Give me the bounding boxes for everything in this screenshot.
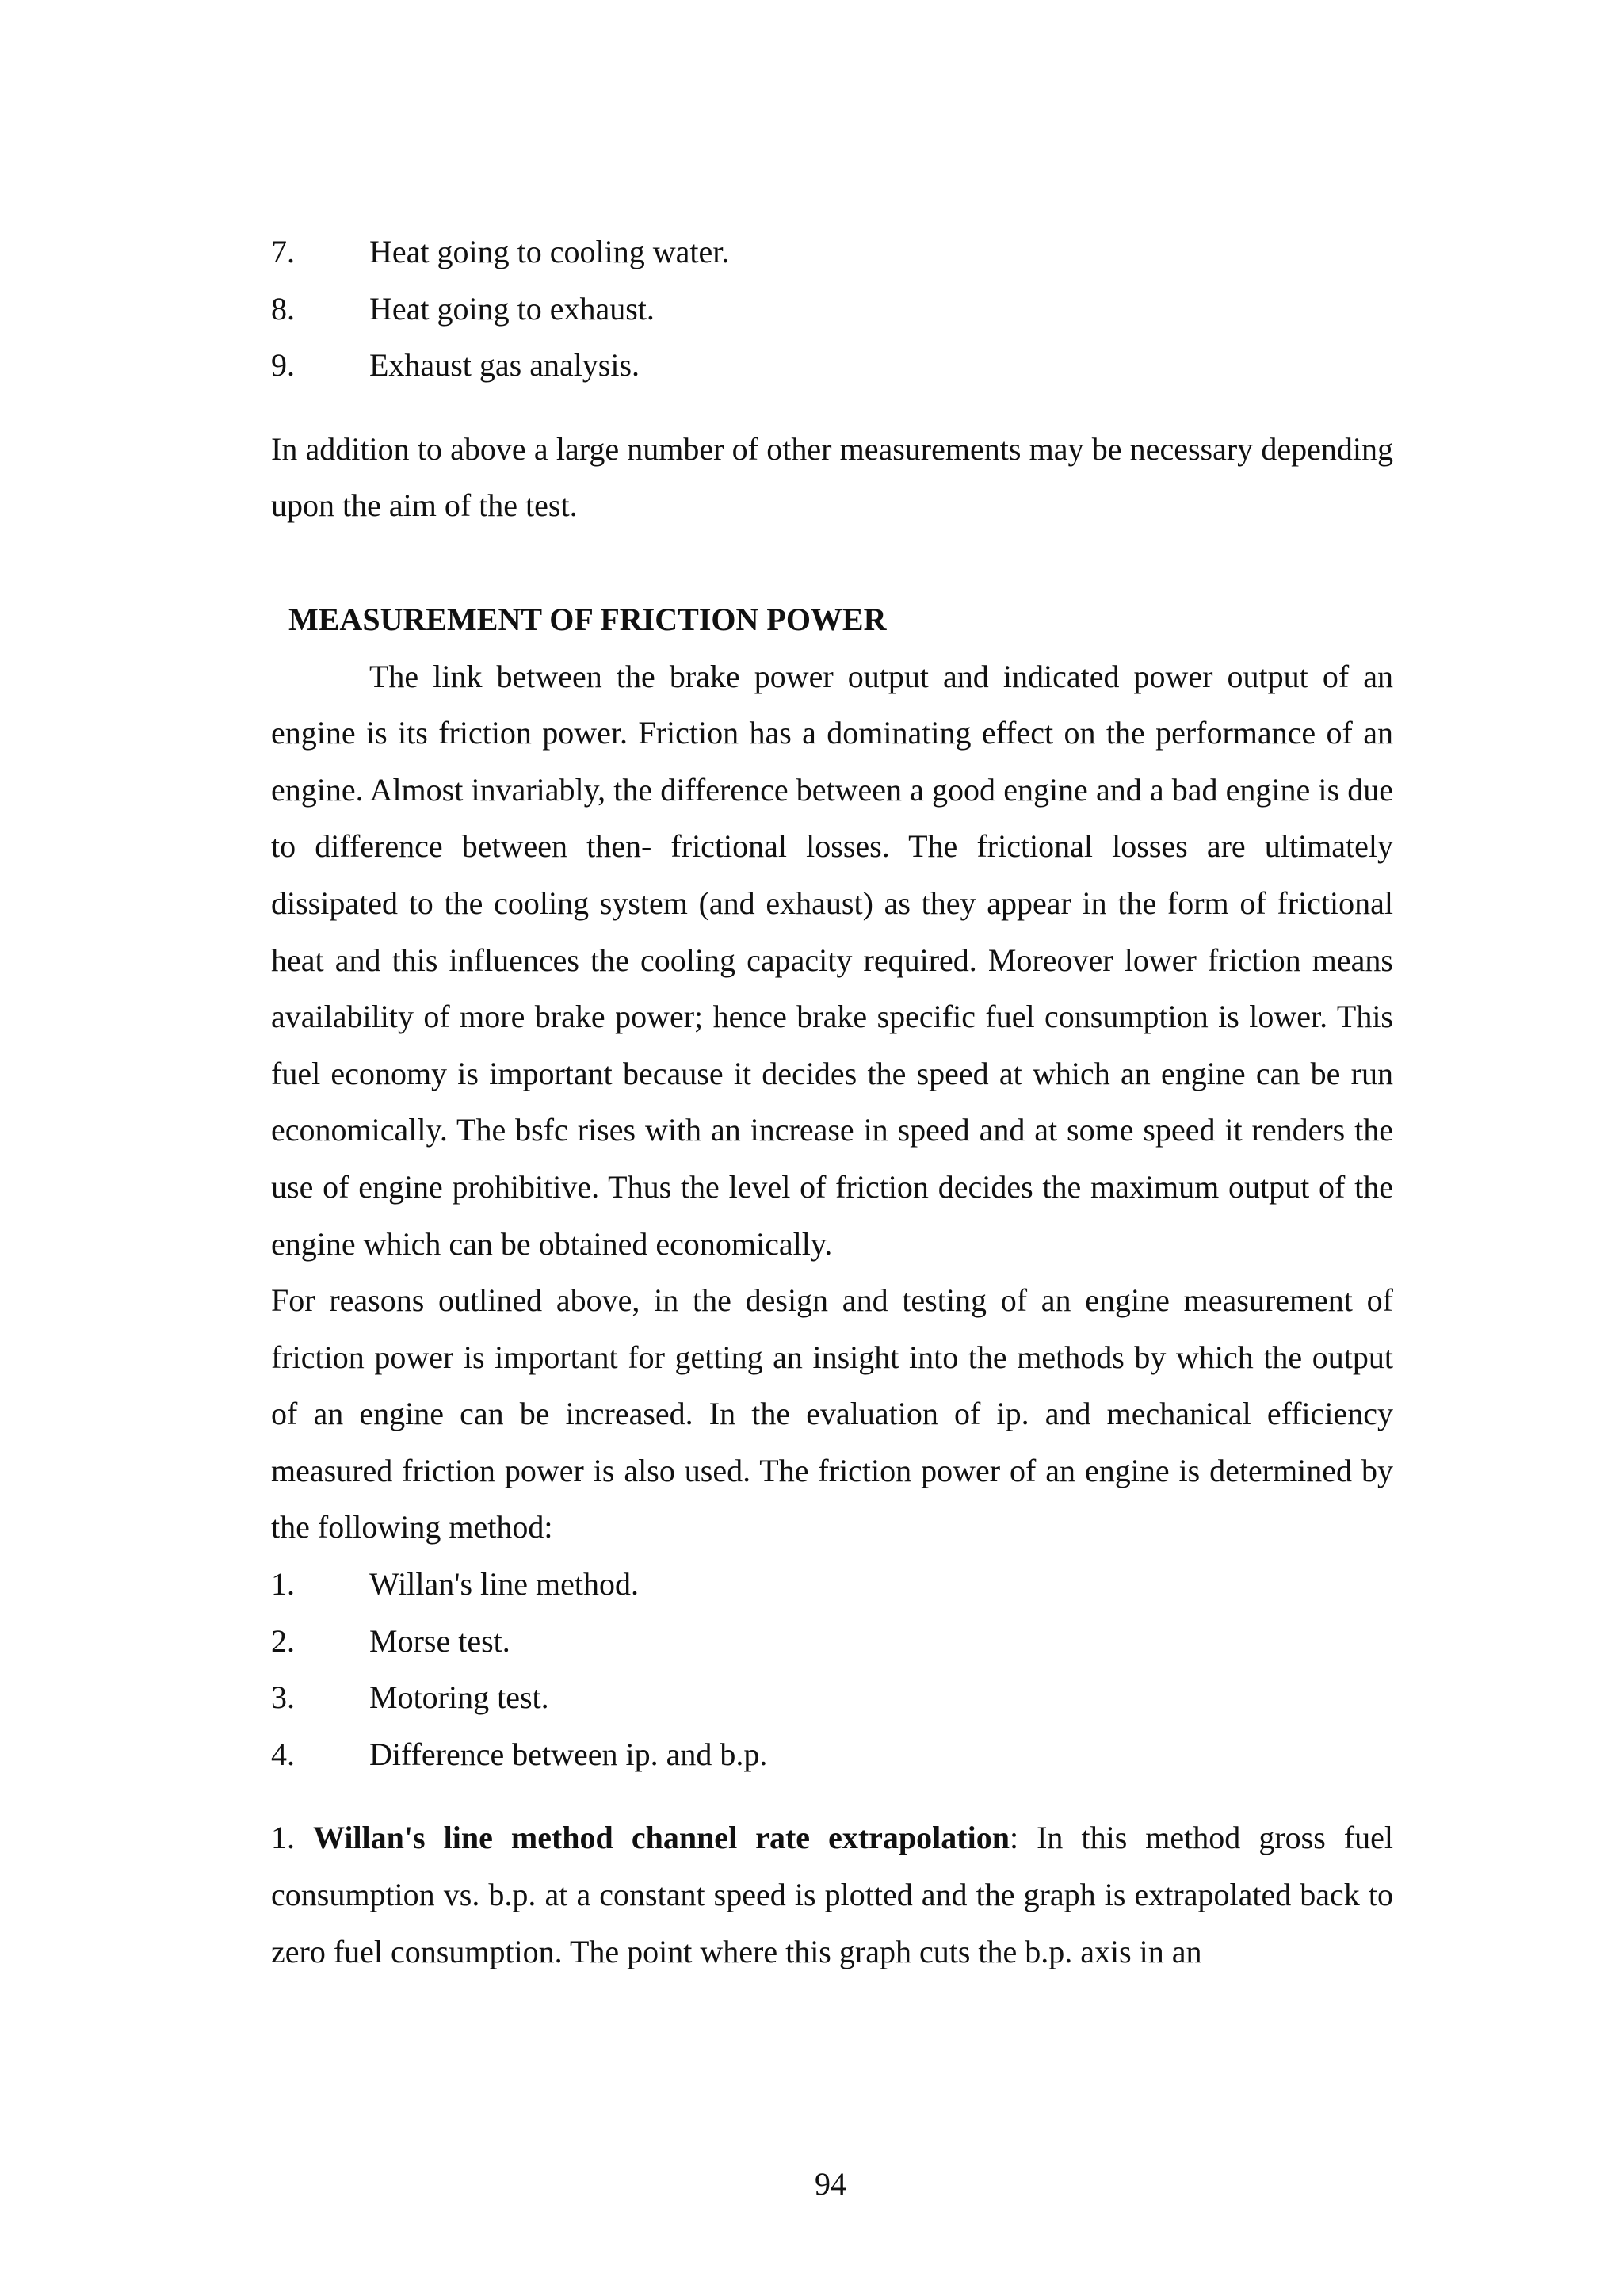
- list-item-number: 2.: [271, 1622, 295, 1659]
- list-item-number: 8.: [271, 290, 295, 327]
- willan-term: Willan's line method channel rate extrapolation: [313, 1820, 1010, 1856]
- section-heading: MEASUREMENT OF FRICTION POWER: [288, 601, 887, 637]
- spacer: [271, 394, 1393, 421]
- list-item: [271, 1669, 1393, 1726]
- list-item-text: Willan's line method.: [369, 1566, 639, 1603]
- page-content: [271, 223, 1393, 1980]
- list-item-text: Exhaust gas analysis.: [369, 347, 640, 384]
- page-number: 94: [815, 2166, 846, 2202]
- list-item-number: 4.: [271, 1736, 295, 1772]
- willan-body: : In this method gross fuel consumption vs. b.p. at a constant speed is plotted and the graph is extrapolated back to zero fuel consumption. The point where this graph cuts the b.p. axis in an: [271, 1820, 1393, 1969]
- list-item: [271, 1556, 1393, 1613]
- willan-prefix: 1.: [271, 1820, 314, 1856]
- intro-paragraph: In addition to above a large number of other measurements may be necessary depending upon the aim of the test.: [271, 430, 1393, 524]
- list-item: [271, 281, 1393, 338]
- list-item-number: 1.: [271, 1566, 295, 1603]
- spacer: [271, 1782, 1393, 1809]
- reasons-paragraph: For reasons outlined above, in the design and testing of an engine measurement of friction power is important for getting an insight into the methods by which the output of an engine can be increased. In the evaluation of ip. and mechanical efficiency measured friction power is also used. The friction power of an engine is determined by the following method:: [271, 1282, 1393, 1545]
- friction-paragraph: The link between the brake power output and indicated power output of an engine is its friction power. Friction has a dominating effect on the performance of an engine. Almost invariably, the difference between a good engine and a bad engine is due to difference between then- frictional losses. The frictional losses are ultimately dissipated to the cooling system (and exhaust) as they appear in the form of frictional heat and this influences the cooling capacity required. Moreover lower friction means availability of more brake power; hence brake specific fuel consumption is lower. This fuel economy is important because it decides the speed at which an engine can be run economically. The bsfc rises with an increase in speed and at some speed it renders the use of engine prohibitive. Thus the level of friction decides the maximum output of the engine which can be obtained economically.: [271, 658, 1393, 1262]
- list-item-text: Morse test.: [369, 1622, 510, 1659]
- list-item-number: 9.: [271, 347, 295, 384]
- methods-list: [271, 1556, 1393, 1782]
- list-item: [271, 337, 1393, 394]
- measurement-list: [271, 223, 1393, 394]
- list-item: [271, 223, 1393, 281]
- list-item-text: Difference between ip. and b.p.: [369, 1736, 768, 1772]
- willan-paragraph: [271, 1809, 1393, 1980]
- list-item: [271, 1726, 1393, 1783]
- list-item-text: Heat going to exhaust.: [369, 290, 655, 327]
- list-item-text: Motoring test.: [369, 1679, 549, 1716]
- list-item: [271, 1613, 1393, 1670]
- list-item-number: 3.: [271, 1679, 295, 1716]
- list-item-number: 7.: [271, 234, 295, 269]
- spacer: [271, 534, 1393, 591]
- list-item-text: Heat going to cooling water.: [369, 234, 730, 269]
